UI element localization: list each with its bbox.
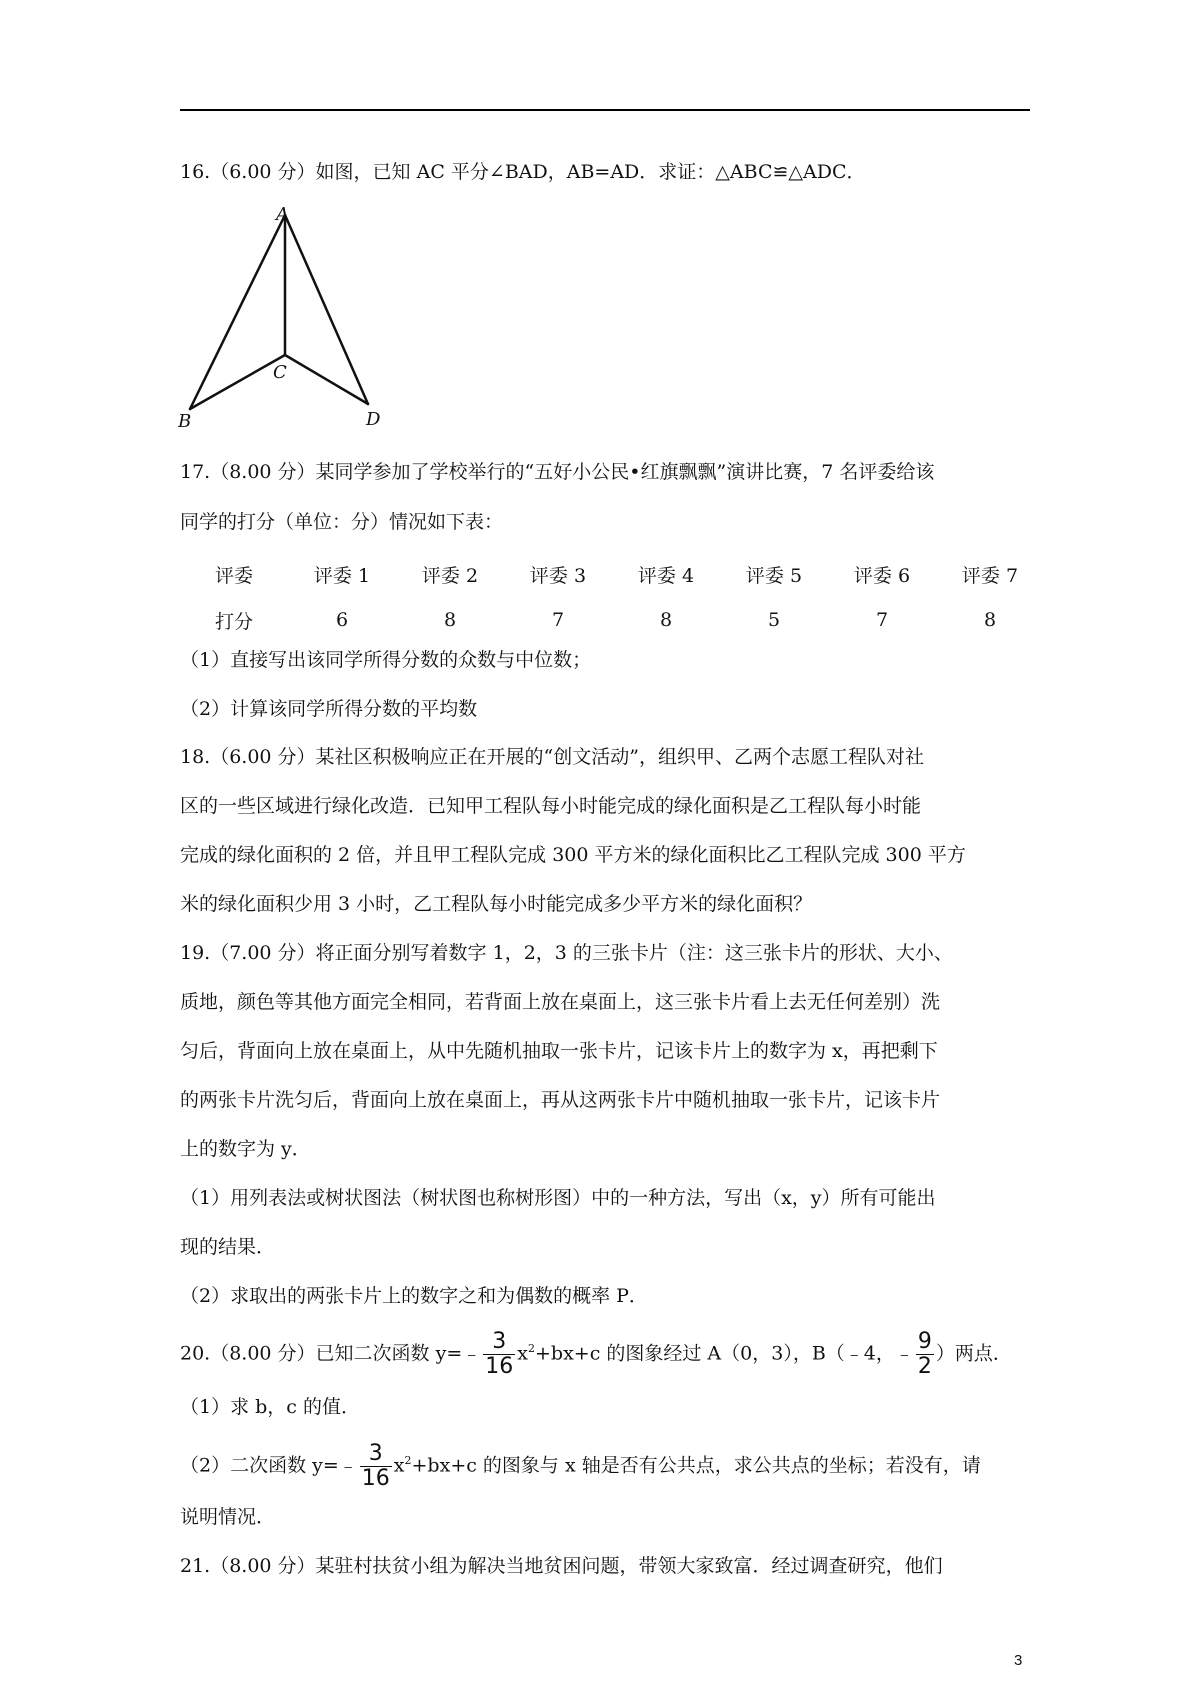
q18-line2: 区的一些区域进行绿化改造．已知甲工程队每小时能完成的绿化面积是乙工程队每小时能 <box>180 795 922 817</box>
q19-part2: （2）求取出的两张卡片上的数字之和为偶数的概率 P． <box>180 1285 648 1307</box>
header-rule <box>180 109 1030 111</box>
score-table <box>180 551 1044 643</box>
exponent: 2 <box>404 1454 412 1467</box>
fraction-denominator: 16 <box>485 1353 514 1379</box>
table-cell: 评委 4 <box>637 564 695 587</box>
segment-ab <box>190 215 285 409</box>
table-cell: 7 <box>551 609 565 631</box>
q20-line1 <box>180 1320 1012 1382</box>
table-cell: 评委 6 <box>853 564 911 587</box>
x-variable: x <box>393 1454 405 1477</box>
q20-part2-prefix: （2）二次函数 y=﹣ <box>180 1454 358 1477</box>
table-cell: 6 <box>335 609 349 631</box>
label-d: D <box>366 409 381 430</box>
q16-text: 16.（6.00 分）如图，已知 AC 平分∠BAD，AB=AD．求证：△ABC≌△ADC． <box>180 161 866 183</box>
table-cell: 评委 7 <box>961 564 1019 587</box>
exponent: 2 <box>527 1342 535 1355</box>
table-cell: 8 <box>443 609 457 631</box>
q17-line1: 17.（8.00 分）某同学参加了学校举行的“五好小公民•红旗飘飘”演讲比赛，7 名评委给该 <box>180 461 935 483</box>
q18-line1: 18.（6.00 分）某社区积极响应正在开展的“创文活动”，组织甲、乙两个志愿工程队对社 <box>180 746 924 768</box>
q17-part1: （1）直接写出该同学所得分数的众数与中位数； <box>180 649 592 671</box>
segment-ad <box>285 215 368 404</box>
label-a: A <box>276 204 289 225</box>
x-variable: x <box>517 1342 528 1365</box>
fraction-denominator: 16 <box>361 1465 390 1491</box>
table-cell: 评委 2 <box>421 564 479 587</box>
segment-dc <box>285 355 368 404</box>
table-cell: 8 <box>983 609 997 631</box>
table-cell: 评委 1 <box>313 564 371 587</box>
table-cell: 打分 <box>214 610 253 633</box>
q20-middle: +bx+c 的图象经过 A（0，3），B（﹣4，﹣ <box>534 1342 914 1365</box>
q20-part2-middle: +bx+c 的图象与 x 轴是否有公共点，求公共点的坐标；若没有，请 <box>411 1454 981 1477</box>
q17-line2: 同学的打分（单位：分）情况如下表： <box>180 511 504 533</box>
fraction-numerator: 9 <box>917 1328 932 1354</box>
fraction-3-16 <box>483 1330 515 1379</box>
label-b: B <box>178 411 192 431</box>
table-cell: 5 <box>767 609 781 631</box>
fraction-numerator: 3 <box>492 1328 507 1354</box>
triangle-figure <box>178 203 403 431</box>
table-cell: 评委 5 <box>745 564 803 587</box>
q20-part1: （1）求 b，c 的值． <box>180 1396 360 1418</box>
q20-part2-line2: 说明情况． <box>180 1506 276 1528</box>
fraction-denominator: 2 <box>917 1353 932 1379</box>
fraction-9-2 <box>916 1330 934 1379</box>
q20-prefix: 20.（8.00 分）已知二次函数 y=﹣ <box>180 1342 482 1365</box>
q20-part2-line1 <box>180 1432 981 1494</box>
table-cell: 7 <box>875 609 889 631</box>
q19-part1-line2: 现的结果． <box>180 1236 276 1258</box>
q19-line2: 质地，颜色等其他方面完全相同，若背面上放在桌面上，这三张卡片看上去无任何差别）洗 <box>180 991 941 1013</box>
q19-line5: 上的数字为 y． <box>180 1138 311 1160</box>
q18-line4: 米的绿化面积少用 3 小时，乙工程队每小时能完成多少平方米的绿化面积？ <box>180 893 813 915</box>
fraction-3-16 <box>360 1442 392 1491</box>
q19-part1-line1: （1）用列表法或树状图法（树状图也称树形图）中的一种方法，写出（x，y）所有可能出 <box>180 1187 936 1209</box>
fraction-numerator: 3 <box>368 1440 383 1466</box>
table-cell: 8 <box>659 609 673 631</box>
table-cell: 评委 <box>214 564 253 587</box>
q19-line3: 匀后，背面向上放在桌面上，从中先随机抽取一张卡片，记该卡片上的数字为 x，再把剩下 <box>180 1040 938 1062</box>
q20-suffix: ）两点． <box>935 1342 1012 1365</box>
table-cell: 评委 3 <box>529 564 587 587</box>
table-row-header <box>180 551 1044 597</box>
q21-line1: 21.（8.00 分）某驻村扶贫小组为解决当地贫困问题，带领大家致富．经过调查研究，他们 <box>180 1555 943 1577</box>
q18-line3: 完成的绿化面积的 2 倍，并且甲工程队完成 300 平方米的绿化面积比乙工程队完成 300 平方 <box>180 844 966 866</box>
q19-line1: 19.（7.00 分）将正面分别写着数字 1，2，3 的三张卡片（注：这三张卡片的形状、大小、 <box>180 942 953 964</box>
table-row-scores <box>180 597 1044 643</box>
page-number: 3 <box>1014 1652 1023 1669</box>
q17-part2: （2）计算该同学所得分数的平均数 <box>180 698 478 720</box>
label-c: C <box>273 362 287 383</box>
q19-line4: 的两张卡片洗匀后，背面向上放在桌面上，再从这两张卡片中随机抽取一张卡片，记该卡片 <box>180 1089 941 1111</box>
